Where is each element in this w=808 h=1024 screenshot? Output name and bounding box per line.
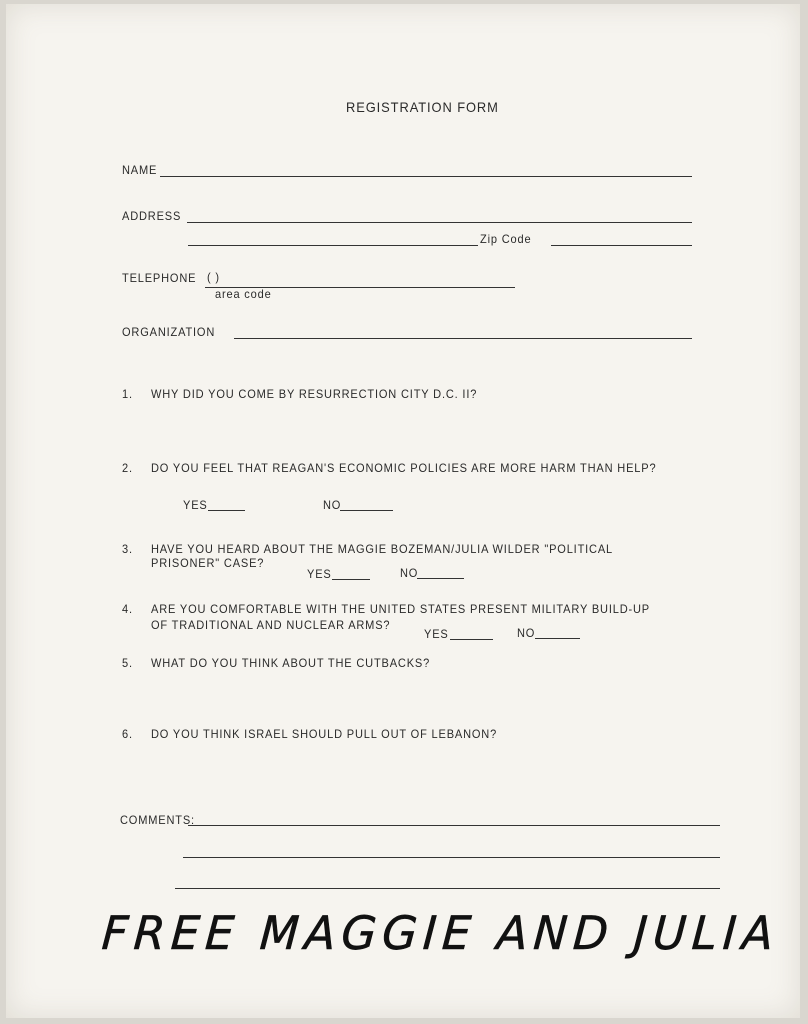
organization-label: ORGANIZATION: [122, 325, 216, 339]
question-3-text-line2: PRISONER" CASE?: [151, 556, 265, 570]
question-2-yes-field[interactable]: [208, 510, 245, 511]
question-3-text-line1: HAVE YOU HEARD ABOUT THE MAGGIE BOZEMAN/JULIA WILDER "POLITICAL: [151, 542, 613, 556]
comments-label: COMMENTS:: [120, 813, 195, 827]
question-4-text-line1: ARE YOU COMFORTABLE WITH THE UNITED STATES PRESENT MILITARY BUILD-UP: [151, 602, 650, 616]
comments-field-line3[interactable]: [175, 888, 720, 889]
question-4-text-line2: OF TRADITIONAL AND NUCLEAR ARMS?: [151, 618, 391, 632]
question-3-no-field[interactable]: [417, 578, 464, 579]
yes-label: YES: [307, 567, 332, 581]
question-number: 3.: [122, 542, 133, 556]
name-field[interactable]: [160, 176, 692, 177]
zip-code-field[interactable]: [551, 245, 692, 246]
handwritten-note: FREE MAGGIE AND JULIA: [100, 906, 781, 960]
name-label: NAME: [122, 163, 158, 177]
question-6-text: DO YOU THINK ISRAEL SHOULD PULL OUT OF LEBANON?: [151, 727, 498, 741]
no-label: NO: [400, 566, 419, 580]
question-number: 2.: [122, 461, 133, 475]
comments-field-line1[interactable]: [188, 825, 720, 826]
area-code-parens: ( ): [207, 270, 220, 284]
question-2-no-field[interactable]: [340, 510, 393, 511]
yes-label: YES: [183, 498, 208, 512]
organization-field[interactable]: [234, 338, 692, 339]
question-number: 4.: [122, 602, 133, 616]
area-code-label: area code: [215, 287, 272, 301]
address-field-line2[interactable]: [188, 245, 478, 246]
question-2-text: DO YOU FEEL THAT REAGAN'S ECONOMIC POLICIES ARE MORE HARM THAN HELP?: [151, 461, 657, 475]
question-3-yes-field[interactable]: [332, 579, 370, 580]
address-label: ADDRESS: [122, 209, 182, 223]
comments-field-line2[interactable]: [183, 857, 720, 858]
form-title: REGISTRATION FORM: [346, 99, 499, 115]
address-field-line1[interactable]: [187, 222, 692, 223]
question-5-text: WHAT DO YOU THINK ABOUT THE CUTBACKS?: [151, 656, 431, 670]
question-4-no-field[interactable]: [535, 638, 580, 639]
question-4-yes-field[interactable]: [450, 639, 493, 640]
paper-sheet: [6, 4, 800, 1018]
no-label: NO: [323, 498, 342, 512]
question-number: 6.: [122, 727, 133, 741]
telephone-label: TELEPHONE: [122, 271, 197, 285]
question-number: 1.: [122, 387, 133, 401]
yes-label: YES: [424, 627, 449, 641]
question-1-text: WHY DID YOU COME BY RESURRECTION CITY D.C. II?: [151, 387, 478, 401]
zip-code-label: Zip Code: [480, 232, 532, 246]
question-number: 5.: [122, 656, 133, 670]
no-label: NO: [517, 626, 536, 640]
